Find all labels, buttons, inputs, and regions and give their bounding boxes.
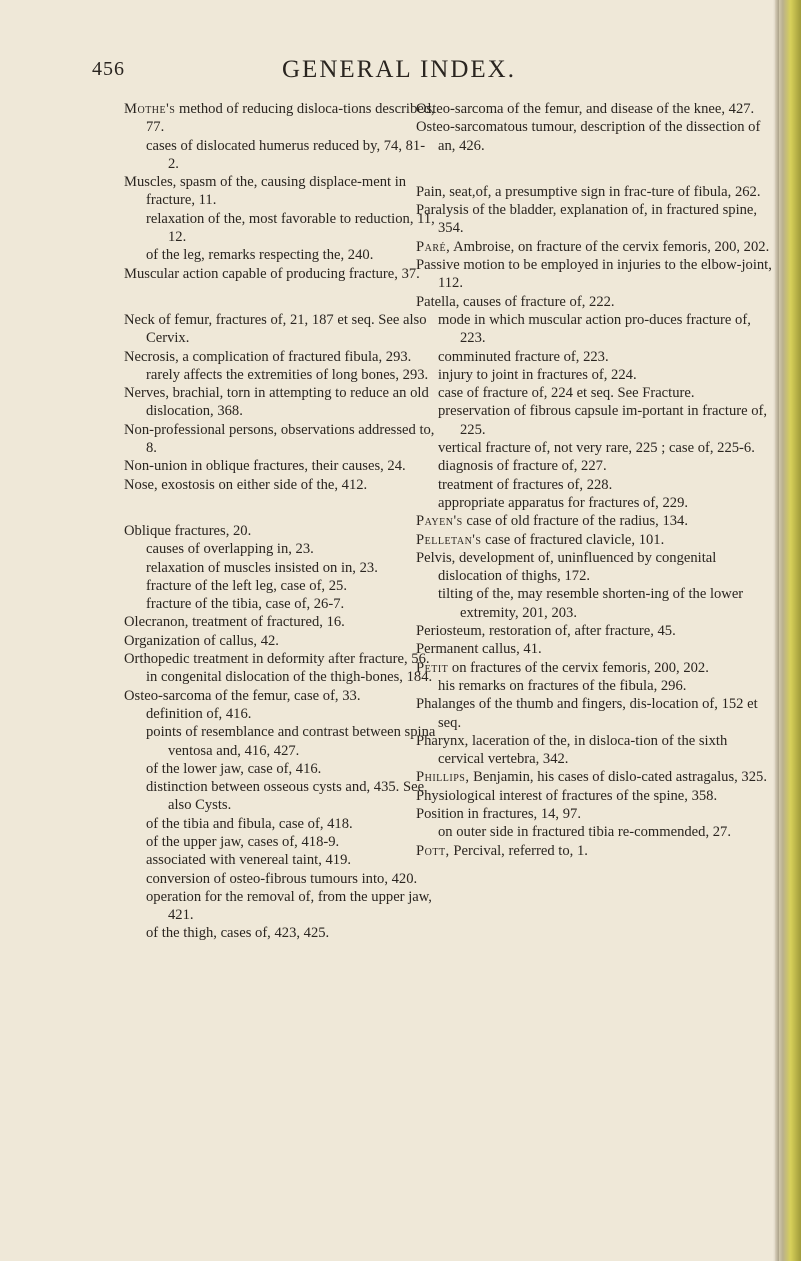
entry-text: Position in fractures, 14, 97. [416, 805, 581, 822]
index-entry [124, 173, 436, 210]
entry-text: case of fractured clavicle, 101. [481, 531, 665, 548]
index-subentry [416, 402, 774, 439]
index-subentry [124, 137, 436, 174]
entry-text: in congenital dislocation of the thigh-bones, 184. [146, 669, 433, 686]
entry-text: Nerves, brachial, torn in attempting to reduce an old dislocation, 368. [124, 385, 429, 420]
entry-text: preservation of fibrous capsule im-portant in fracture of, 225. [438, 403, 768, 438]
index-subentry [124, 778, 436, 815]
index-entry [416, 640, 774, 658]
entry-text: injury to joint in fractures of, 224. [438, 366, 637, 383]
entry-text: Benjamin, his cases of dislo-cated astragalus, 325. [469, 769, 767, 786]
index-subentry [124, 246, 436, 264]
entry-author-name: Payen's [416, 513, 463, 530]
index-subentry [124, 210, 436, 247]
entry-text: appropriate apparatus for fractures of, 229. [438, 494, 689, 511]
entry-text: Muscles, spasm of the, causing displace-ment in fracture, 11. [124, 174, 407, 209]
entry-text: comminuted fracture of, 223. [438, 348, 609, 365]
entry-text: distinction between osseous cysts and, 435. See also Cysts. [146, 779, 425, 814]
entry-author-name: Pott, [416, 842, 450, 859]
index-entry [124, 384, 436, 421]
entry-text: rarely affects the extremities of long bones, 293. [146, 366, 429, 383]
index-subentry [416, 311, 774, 348]
entry-text: Phalanges of the thumb and fingers, dis-location of, 152 et seq. [416, 696, 758, 731]
index-entry [416, 787, 774, 805]
entry-text: his remarks on fractures of the fibula, 296. [438, 677, 687, 694]
entry-text: of the tibia and fibula, case of, 418. [146, 815, 353, 832]
index-entry [416, 549, 774, 586]
entry-text: fracture of the tibia, case of, 26-7. [146, 596, 345, 613]
index-entry [124, 265, 436, 283]
entry-text: Pain, seat,of, a presumptive sign in frac-ture of fibula, 262. [416, 183, 761, 200]
entry-text: of the lower jaw, case of, 416. [146, 760, 322, 777]
index-subentry [124, 851, 436, 869]
entry-text: vertical fracture of, not very rare, 225 ; case of, 225-6. [438, 440, 755, 457]
index-entry [124, 522, 436, 540]
entry-text: Ambroise, on fracture of the cervix femoris, 200, 202. [450, 238, 770, 255]
index-subentry [124, 815, 436, 833]
index-subentry [416, 384, 774, 402]
page-number: 456 [92, 58, 125, 80]
index-entry [124, 687, 436, 705]
entry-text: cases of dislocated humerus reduced by, 74, 81-2. [146, 137, 426, 172]
entry-text: points of resemblance and contrast between spina ventosa and, 416, 427. [146, 724, 436, 759]
entry-text: associated with venereal taint, 419. [146, 852, 352, 869]
entry-text: diagnosis of fracture of, 227. [438, 458, 607, 475]
index-entry [416, 100, 774, 118]
entry-text: Permanent callus, 41. [416, 641, 542, 658]
index-subentry [416, 439, 774, 457]
entry-text: Organization of callus, 42. [124, 632, 279, 649]
index-subentry [124, 888, 436, 925]
index-entry [124, 100, 436, 137]
entry-text: Orthopedic treatment in deformity after fracture, 56. [124, 651, 430, 668]
entry-text: mode in which muscular action pro-duces fracture of, 223. [438, 311, 751, 347]
index-entry [416, 842, 774, 860]
index-entry [124, 421, 436, 458]
entry-author-name: Paré, [416, 238, 451, 255]
index-subentry [416, 366, 774, 384]
entry-text: on fractures of the cervix femoris, 200, 202. [448, 659, 709, 676]
index-entry [124, 311, 436, 348]
index-subentry [124, 833, 436, 851]
index-entry [124, 613, 436, 631]
index-entry [416, 201, 774, 238]
index-subentry [416, 348, 774, 366]
entry-text: of the leg, remarks respecting the, 240. [146, 247, 374, 264]
entry-text: Nose, exostosis on either side of the, 412. [124, 476, 368, 493]
entry-text: of the upper jaw, cases of, 418-9. [146, 833, 340, 850]
index-subentry [416, 823, 774, 841]
index-entry [416, 659, 774, 677]
index-entry [416, 118, 774, 155]
index-entry [124, 476, 436, 494]
index-subentry [124, 366, 436, 384]
index-entry [124, 457, 436, 475]
entry-author-name: Petit [416, 659, 449, 676]
entry-text: Non-union in oblique fractures, their causes, 24. [124, 458, 406, 475]
index-subentry [416, 494, 774, 512]
index-entry [416, 531, 774, 549]
index-entry [416, 256, 774, 293]
index-entry [416, 622, 774, 640]
entry-text: fracture of the left leg, case of, 25. [146, 577, 347, 594]
page-header [92, 58, 732, 92]
index-subentry [124, 595, 436, 613]
index-entry [124, 650, 436, 668]
index-column-right [416, 100, 774, 860]
index-subentry [416, 585, 774, 622]
entry-text: Oblique fractures, 20. [124, 522, 252, 539]
running-title: GENERAL INDEX. [282, 56, 516, 83]
entry-text: Paralysis of the bladder, explanation of, in fractured spine, 354. [416, 202, 758, 237]
entry-author-name: Mothe's [124, 101, 176, 117]
entry-text: Pelvis, development of, uninfluenced by congenital dislocation of thighs, 172. [416, 549, 717, 585]
index-entry [416, 695, 774, 732]
index-subentry [124, 924, 436, 942]
entry-text: conversion of osteo-fibrous tumours into, 420. [146, 870, 418, 887]
section-gap [124, 283, 436, 311]
entry-text: Olecranon, treatment of fractured, 16. [124, 614, 345, 631]
entry-text: case of fracture of, 224 et seq. See Fracture. [438, 385, 695, 402]
entry-text: Patella, causes of fracture of, 222. [416, 293, 615, 310]
index-subentry [416, 457, 774, 475]
entry-text: Percival, referred to, 1. [449, 842, 588, 859]
entry-text: Passive motion to be employed in injuries to the elbow-joint, 112. [416, 257, 772, 292]
entry-text: operation for the removal of, from the upper jaw, 421. [146, 888, 432, 924]
entry-text: Pharynx, laceration of the, in disloca-tion of the sixth cervical vertebra, 342. [416, 732, 728, 768]
index-subentry [124, 577, 436, 595]
entry-text: relaxation of muscles insisted on in, 23. [146, 559, 378, 576]
section-gap [124, 494, 436, 522]
entry-text: Physiological interest of fractures of the spine, 358. [416, 787, 718, 804]
index-entry [416, 768, 774, 786]
entry-text: on outer side in fractured tibia re-commended, 27. [438, 824, 731, 841]
entry-text: case of old fracture of the radius, 134. [462, 513, 688, 530]
entry-text: Neck of femur, fractures of, 21, 187 et seq. See also Cervix. [124, 311, 427, 347]
index-entry [124, 348, 436, 366]
index-subentry [124, 668, 436, 686]
index-entry [416, 183, 774, 201]
index-subentry [124, 723, 436, 760]
index-column-left [124, 100, 436, 943]
entry-author-name: Pelletan's [416, 531, 482, 548]
entry-text: Non-professional persons, observations addressed to, 8. [124, 421, 435, 457]
entry-text: method of reducing disloca-tions described, 77. [146, 101, 435, 136]
index-subentry [124, 540, 436, 558]
index-subentry [124, 705, 436, 723]
entry-text: Muscular action capable of producing fracture, 37. [124, 265, 420, 282]
index-subentry [416, 476, 774, 494]
index-subentry [416, 677, 774, 695]
index-subentry [124, 760, 436, 778]
entry-author-name: Phillips, [416, 769, 470, 786]
entry-text: causes of overlapping in, 23. [146, 541, 314, 558]
index-subentry [124, 870, 436, 888]
index-subentry [124, 559, 436, 577]
index-entry [416, 293, 774, 311]
index-entry [416, 512, 774, 530]
index-entry [416, 238, 774, 256]
entry-text: definition of, 416. [146, 705, 252, 722]
index-entry [416, 805, 774, 823]
entry-text: treatment of fractures of, 228. [438, 476, 613, 493]
entry-text: of the thigh, cases of, 423, 425. [146, 925, 330, 942]
section-gap [416, 155, 774, 183]
entry-text: Osteo-sarcomatous tumour, description of the dissection of an, 426. [416, 119, 761, 154]
entry-text: tilting of the, may resemble shorten-ing of the lower extremity, 201, 203. [438, 586, 744, 621]
entry-text: Osteo-sarcoma of the femur, case of, 33. [124, 687, 361, 704]
entry-text: Osteo-sarcoma of the femur, and disease of the knee, 427. [416, 101, 755, 117]
index-entry [124, 632, 436, 650]
entry-text: Necrosis, a complication of fractured fibula, 293. [124, 348, 412, 365]
entry-text: Periosteum, restoration of, after fracture, 45. [416, 623, 676, 640]
index-entry [416, 732, 774, 769]
entry-text: relaxation of the, most favorable to reduction, 11, 12. [146, 210, 435, 246]
